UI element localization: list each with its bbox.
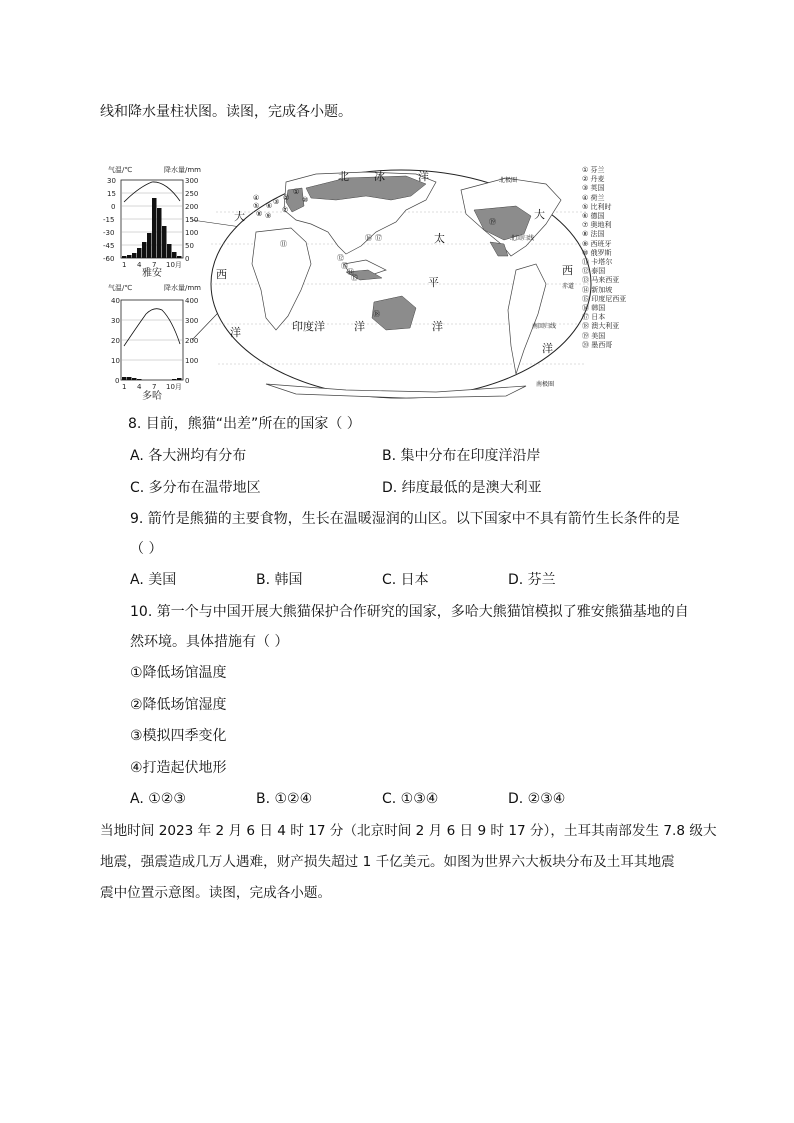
precip-bar xyxy=(162,226,167,258)
map-label: 南极圈 xyxy=(536,381,555,388)
q10-option-b[interactable]: B. ①②④ xyxy=(256,791,313,807)
map-marker: ⑩ xyxy=(302,196,309,204)
map-label: 北回归线 xyxy=(510,235,535,242)
top-x-tick: 7 xyxy=(152,261,157,269)
legend-item: ③ 英国 xyxy=(582,184,605,193)
legend-item: ⑨ 西班牙 xyxy=(582,239,612,248)
map-marker: ⑦ xyxy=(282,206,289,214)
legend-item: ⑭ 新加坡 xyxy=(582,285,613,294)
legend-item: ⑯ 韩国 xyxy=(582,304,606,313)
q10-item: ④打造起伏地形 xyxy=(130,760,227,776)
precip-bar xyxy=(172,252,177,258)
map-marker: ⑥ xyxy=(266,202,273,210)
q9-stem-cont: （ ） xyxy=(130,541,163,557)
map-label: 洋 xyxy=(418,170,429,183)
legend-item: ⑦ 奥地利 xyxy=(582,221,612,230)
city-label-doha: 多哈 xyxy=(142,391,162,402)
map-marker: ④ xyxy=(253,194,260,202)
legend-item: ⑪ 卡塔尔 xyxy=(582,258,613,267)
legend-item: ⑫ 泰国 xyxy=(582,267,606,276)
precip-bar xyxy=(132,253,137,258)
q10-option-c[interactable]: C. ①③④ xyxy=(382,791,439,807)
map-marker: ② xyxy=(283,194,290,202)
map-marker: ③ xyxy=(273,198,280,206)
precip-bar xyxy=(167,244,172,258)
legend-item: ⑱ 澳大利亚 xyxy=(582,322,620,331)
map-label: 大 xyxy=(234,210,245,223)
top-left-tick: 30 xyxy=(107,177,116,185)
top-right-tick: 300 xyxy=(185,177,199,185)
map-label: 大 xyxy=(534,208,545,221)
top-right-tick: 0 xyxy=(185,255,190,263)
top-x-tick: 4 xyxy=(137,261,142,269)
q10-option-a[interactable]: A. ①②③ xyxy=(130,791,186,807)
legend-item: ⑲ 美国 xyxy=(582,331,606,340)
top-right-tick: 200 xyxy=(185,203,199,211)
bottom-x-tick: 1 xyxy=(122,383,127,391)
map-label: 太 xyxy=(434,232,445,245)
bottom-x-tick: 7 xyxy=(152,383,157,391)
precip-bar xyxy=(137,379,142,380)
q9-option-d[interactable]: D. 芬兰 xyxy=(508,572,556,588)
map-label: 南回归线 xyxy=(532,323,557,330)
precip-bar xyxy=(127,255,132,258)
precip-bar xyxy=(137,248,142,258)
map-label: 洋 xyxy=(542,342,553,355)
country-legend xyxy=(582,166,662,350)
precip-bar xyxy=(122,256,127,258)
top-right-tick: 100 xyxy=(185,229,199,237)
top-right-tick: 50 xyxy=(185,242,194,250)
precip-bar xyxy=(142,242,147,258)
map-marker: ⑪ xyxy=(280,240,287,248)
top-left-tick: 15 xyxy=(107,190,116,198)
map-label: 西 xyxy=(562,264,573,277)
passage2-line: 地震，强震造成几万人遇难，财产损失超过 1 千亿美元。如图为世界六大板块分布及土耳其地震 xyxy=(100,854,675,870)
map-label: 印度洋 xyxy=(292,320,325,333)
q8-option-a[interactable]: A. 各大洲均有分布 xyxy=(130,448,247,464)
q10-item: ②降低场馆湿度 xyxy=(130,697,227,713)
legend-item: ⑥ 德国 xyxy=(582,212,605,221)
q9-stem: 9. 箭竹是熊猫的主要食物，生长在温暖湿润的山区。以下国家中不具有箭竹生长条件的是 xyxy=(130,511,680,527)
bottom-right-tick: 0 xyxy=(185,377,190,385)
map-marker: ⑮ xyxy=(351,274,358,282)
world-map xyxy=(211,169,591,398)
map-marker: ⑭ xyxy=(347,268,354,276)
q8-option-c[interactable]: C. 多分布在温带地区 xyxy=(130,480,261,496)
top-right-tick: 250 xyxy=(185,190,199,198)
q10-stem-cont: 然环境。具体措施有（ ） xyxy=(130,634,289,650)
q10-item: ③模拟四季变化 xyxy=(130,728,227,744)
climate-chart-doha xyxy=(108,283,201,402)
precip-bar xyxy=(147,233,152,258)
top-left-tick: -30 xyxy=(103,229,115,237)
legend-item: ⑮ 印度尼西亚 xyxy=(582,294,627,303)
q10-stem: 10. 第一个与中国开展大熊猫保护合作研究的国家，多哈大熊猫馆模拟了雅安熊猫基地的自 xyxy=(130,604,689,620)
precip-bar xyxy=(157,208,162,258)
precip-bar xyxy=(152,198,157,258)
intro-text: 线和降水量柱状图。读图，完成各小题。 xyxy=(100,104,352,120)
legend-item: ⑳ 墨西哥 xyxy=(582,340,613,349)
bottom-right-tick: 100 xyxy=(185,357,199,365)
map-label: 冰 xyxy=(374,170,385,183)
legend-item: ① 芬兰 xyxy=(582,166,605,174)
bottom-left-tick: 0 xyxy=(115,377,120,385)
top-x-tick: 10月 xyxy=(166,261,182,269)
map-marker: ⑱ xyxy=(373,310,380,318)
bottom-right-tick: 300 xyxy=(185,317,199,325)
map-label: 北 xyxy=(338,170,349,183)
map-marker: ⑨ xyxy=(265,212,272,220)
map-label: 赤道 xyxy=(562,283,575,290)
passage2-line: 震中位置示意图。读图，完成各小题。 xyxy=(100,885,332,901)
legend-item: ⑧ 法国 xyxy=(582,230,605,239)
top-left-axis-label: 气温/℃ xyxy=(108,166,133,174)
top-left-tick: -15 xyxy=(103,216,115,224)
bottom-right-axis-label: 降水量/mm xyxy=(164,284,201,292)
map-label: 平 xyxy=(428,276,439,289)
precip-bar xyxy=(127,377,132,380)
climate-chart-yaan xyxy=(103,165,201,279)
bottom-left-axis-label: 气温/℃ xyxy=(108,284,133,292)
legend-item: ⑰ 日本 xyxy=(582,313,606,322)
temperature-curve xyxy=(124,309,180,346)
legend-item: ⑩ 俄罗斯 xyxy=(582,248,612,257)
map-marker: ⑬ xyxy=(341,262,348,270)
precip-bar xyxy=(122,377,127,380)
bottom-right-tick: 400 xyxy=(185,297,199,305)
q10-option-d[interactable]: D. ②③④ xyxy=(508,791,566,807)
map-marker: ⑧ xyxy=(256,210,263,218)
map-marker: ⑯ xyxy=(365,234,372,242)
map-marker: ⑲ xyxy=(489,218,496,226)
bottom-x-tick: 10月 xyxy=(166,383,182,391)
q9-option-b[interactable]: B. 韩国 xyxy=(256,572,303,588)
top-left-tick: -60 xyxy=(103,255,115,263)
map-label: 洋 xyxy=(230,326,241,339)
map-marker: ⑫ xyxy=(337,254,344,262)
map-label: 北极圈 xyxy=(499,177,518,184)
legend-item: ② 丹麦 xyxy=(582,175,605,184)
q8-stem: 8. 目前，熊猫“出差”所在的国家（ ） xyxy=(128,416,361,432)
legend-item: ⑬ 马来西亚 xyxy=(582,276,620,285)
top-left-tick: 0 xyxy=(111,203,116,211)
bottom-left-tick: 30 xyxy=(111,317,120,325)
top-left-tick: -45 xyxy=(103,242,115,250)
precip-bar xyxy=(172,379,177,380)
top-right-tick: 150 xyxy=(185,216,199,224)
top-x-tick: 1 xyxy=(122,261,127,269)
q9-option-a[interactable]: A. 美国 xyxy=(130,572,177,588)
q8-option-b[interactable]: B. 集中分布在印度洋沿岸 xyxy=(382,448,541,464)
bottom-left-tick: 20 xyxy=(111,337,120,345)
map-label: 洋 xyxy=(432,320,443,333)
map-marker: ⑰ xyxy=(375,234,382,242)
passage2-line: 当地时间 2023 年 2 月 6 日 4 时 17 分（北京时间 2 月 6 日 9 时 17 分），土耳其南部发生 7.8 级大 xyxy=(100,823,717,839)
map-marker: ① xyxy=(293,188,300,196)
q8-option-d[interactable]: D. 纬度最低的是澳大利亚 xyxy=(382,480,542,496)
legend-item: ④ 荷兰 xyxy=(582,193,605,202)
bottom-left-tick: 10 xyxy=(111,357,120,365)
q10-item: ①降低场馆温度 xyxy=(130,665,227,681)
city-label-yaan: 雅安 xyxy=(142,268,162,279)
map-label: 洋 xyxy=(354,320,365,333)
bottom-right-tick: 200 xyxy=(185,337,199,345)
bottom-left-tick: 40 xyxy=(111,297,120,305)
q9-option-c[interactable]: C. 日本 xyxy=(382,572,429,588)
precip-bar xyxy=(177,256,182,258)
precip-bar xyxy=(132,378,137,380)
precip-bar xyxy=(177,378,182,380)
top-right-axis-label: 降水量/mm xyxy=(164,166,201,174)
map-marker: ⑤ xyxy=(253,202,260,210)
bottom-x-tick: 4 xyxy=(137,383,142,391)
legend-item: ⑤ 比利时 xyxy=(582,202,612,211)
map-label: 西 xyxy=(216,268,227,281)
